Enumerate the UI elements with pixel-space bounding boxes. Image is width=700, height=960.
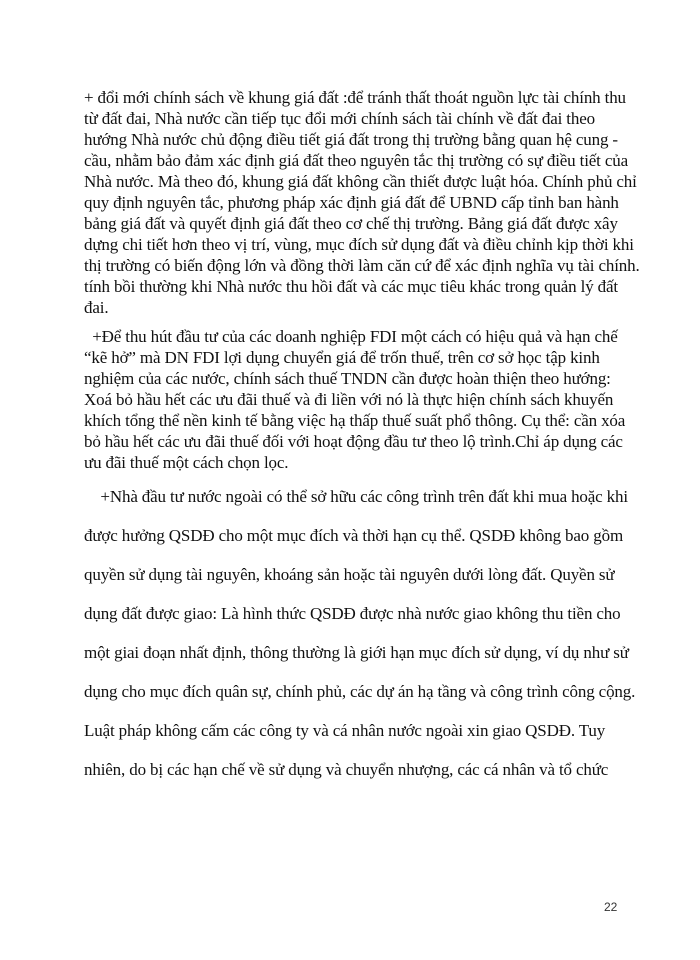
text-line: dụng cho mục đích quân sự, chính phủ, các dự án hạ tầng và công trình công cộng. xyxy=(84,682,636,701)
text-line: quy định nguyên tắc, phương pháp xác định giá đất để UBND cấp tỉnh ban hành xyxy=(84,193,619,212)
text-line: dụng đất được giao: Là hình thức QSDĐ được nhà nước giao không thu tiền cho xyxy=(84,604,621,623)
text-line: bảng giá đất và quyết định giá đất theo cơ chế thị trường. Bảng giá đất được xây xyxy=(84,214,618,233)
text-line: tính bồi thường khi Nhà nước thu hồi đất và các mục tiêu khác trong quản lý đất xyxy=(84,277,618,296)
text-line: bỏ hầu hết các ưu đãi thuế đối với hoạt động đầu tư theo lộ trình.Chỉ áp dụng các xyxy=(84,432,623,451)
text-line: hướng Nhà nước chủ động điều tiết giá đất trong thị trường bằng quan hệ cung - xyxy=(84,130,618,149)
text-line: Nhà nước. Mà theo đó, khung giá đất không cần thiết được luật hóa. Chính phủ chỉ xyxy=(84,172,637,191)
text-line: được hưởng QSDĐ cho một mục đích và thời hạn cụ thể. QSDĐ không bao gồm xyxy=(84,526,624,545)
page-number: 22 xyxy=(604,900,618,914)
text-line: nhiên, do bị các hạn chế về sử dụng và chuyển nhượng, các cá nhân và tổ chức xyxy=(84,760,609,779)
text-line: từ đất đai, Nhà nước cần tiếp tục đổi mới chính sách tài chính về đất đai theo xyxy=(84,109,595,128)
text-line: Luật pháp không cấm các công ty và cá nhân nước ngoài xin giao QSDĐ. Tuy xyxy=(84,721,606,740)
text-line: thị trường có biến động lớn và đồng thời làm căn cứ để xác định nghĩa vụ tài chính. xyxy=(84,256,640,275)
text-line: ưu đãi thuế một cách chọn lọc. xyxy=(84,453,289,472)
text-line: nghiệm của các nước, chính sách thuế TNDN cần được hoàn thiện theo hướng: xyxy=(84,369,611,388)
text-line: +Để thu hút đầu tư của các doanh nghiệp FDI một cách có hiệu quả và hạn chế xyxy=(84,327,618,346)
text-line: + đổi mới chính sách về khung giá đất :để tránh thất thoát nguồn lực tài chính thu xyxy=(84,88,626,107)
text-line: cầu, nhằm bảo đảm xác định giá đất theo nguyên tắc thị trường có sự điều tiết của xyxy=(84,151,628,170)
text-line: quyền sử dụng tài nguyên, khoáng sản hoặc tài nguyên dưới lòng đất. Quyền sử xyxy=(84,565,615,584)
text-line: một giai đoạn nhất định, thông thường là giới hạn mục đích sử dụng, ví dụ như sử xyxy=(84,643,629,662)
text-line: đai. xyxy=(84,298,109,317)
text-line: +Nhà đầu tư nước ngoài có thể sở hữu các công trình trên đất khi mua hoặc khi xyxy=(84,487,628,506)
text-line: dựng chi tiết hơn theo vị trí, vùng, mục đích sử dụng đất và điều chỉnh kịp thời khi xyxy=(84,235,634,254)
text-line: khích tổng thể nền kinh tế bằng việc hạ thấp thuế suất phổ thông. Cụ thể: cần xóa xyxy=(84,411,626,430)
text-line: Xoá bỏ hầu hết các ưu đãi thuế và đi liền với nó là thực hiện chính sách khuyến xyxy=(84,390,614,409)
text-line: “kẽ hở” mà DN FDI lợi dụng chuyển giá để trốn thuế, trên cơ sở học tập kinh xyxy=(84,348,600,367)
